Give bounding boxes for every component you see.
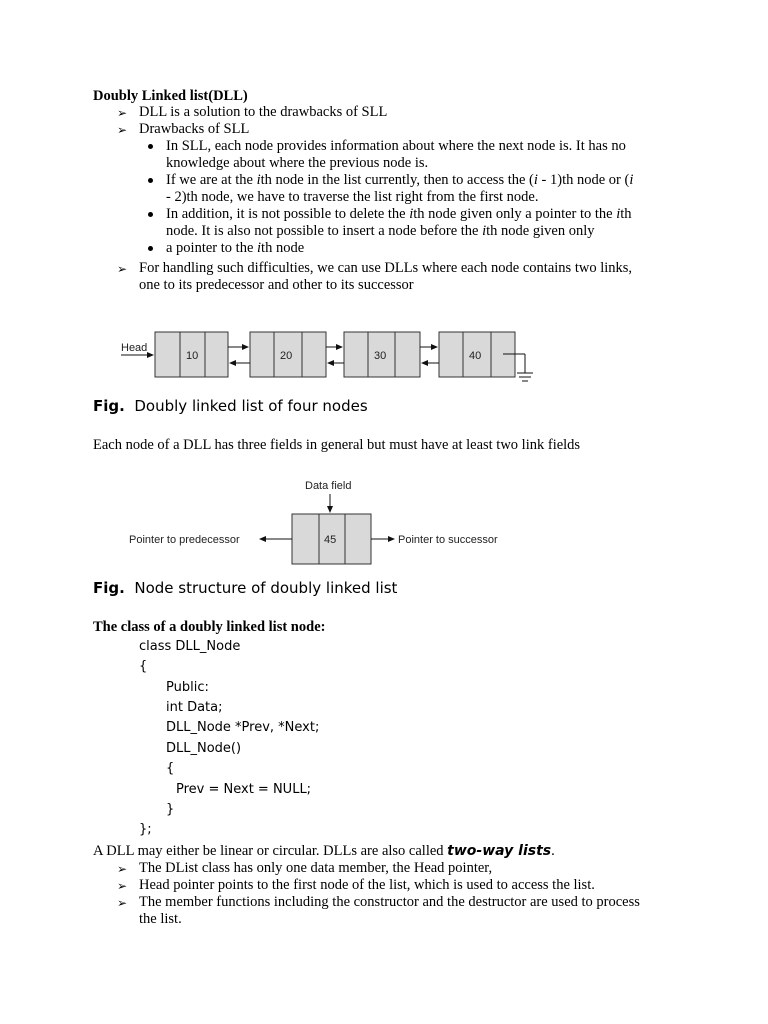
bullet-dot-icon — [148, 246, 153, 251]
sub-bullet-4 — [166, 240, 304, 257]
arrow-bullet-icon: ➢ — [117, 262, 128, 276]
successor-label: Pointer to successor — [398, 534, 498, 546]
dll-node-2 — [250, 332, 326, 377]
text-run: In addition, it is not possible to delete the — [166, 206, 410, 222]
bullet-dlist-class: The DList class has only one data member, the Head pointer, — [139, 860, 493, 876]
italic-i: i — [482, 223, 487, 239]
arrow-bullet-icon: ➢ — [117, 123, 128, 137]
handling-line-2: one to its predecessor and other to its successor — [139, 277, 414, 293]
italic-i: i — [257, 240, 262, 256]
circular-paragraph — [93, 843, 555, 860]
caption-prefix: Fig. — [93, 397, 125, 415]
text-run: A DLL may either be linear or circular. DLLs are also called — [93, 843, 448, 859]
dll-node-3 — [344, 332, 420, 377]
fields-paragraph: Each node of a DLL has three fields in general but must have at least two link fields — [93, 437, 581, 453]
sub-bullet-1-line-2: knowledge about where the previous node is. — [166, 155, 429, 171]
dll-four-nodes-diagram — [115, 325, 545, 390]
text-run: th node given only a pointer to the — [413, 206, 617, 222]
arrow-bullet-icon: ➢ — [117, 896, 128, 910]
code-line-4: int Data; — [166, 700, 223, 715]
arrow-bullet-icon: ➢ — [117, 862, 128, 876]
bullet-dot-icon — [148, 212, 153, 217]
code-line-10: }; — [139, 822, 152, 837]
caption-prefix: Fig. — [93, 579, 125, 597]
sub-bullet-1-line-1: In SLL, each node provides information about where the next node is. It has no — [166, 138, 626, 154]
data-field-label: Data field — [305, 480, 352, 492]
predecessor-label: Pointer to predecessor — [129, 534, 240, 546]
two-way-lists-emphasis: two-way lists — [447, 843, 552, 859]
code-line-1: class DLL_Node — [139, 639, 241, 654]
bullet-drawbacks: Drawbacks of SLL — [139, 121, 250, 137]
node-value: 30 — [374, 350, 387, 362]
handling-line-1: For handling such difficulties, we can use DLLs where each node contains two links, — [139, 260, 633, 276]
bullet-dot-icon — [148, 178, 153, 183]
caption-text: Node structure of doubly linked list — [134, 579, 398, 597]
code-line-5: DLL_Node *Prev, *Next; — [166, 720, 320, 735]
page-title: Doubly Linked list(DLL) — [93, 88, 248, 104]
figure-1-caption — [93, 397, 368, 415]
code-line-2: { — [139, 659, 148, 674]
text-run: node. It is also not possible to insert a node before the — [166, 223, 483, 239]
caption-text: Doubly linked list of four nodes — [134, 397, 368, 415]
node-value: 10 — [186, 350, 199, 362]
italic-i: i — [256, 172, 261, 188]
bullet-member-functions-line-2: the list. — [139, 911, 182, 927]
dll-node-1 — [155, 332, 228, 377]
text-run: If we are at the — [166, 172, 257, 188]
code-line-7: { — [166, 761, 175, 776]
sub-bullet-2-line-1 — [166, 172, 633, 189]
node-structure-box — [292, 514, 371, 564]
sub-bullet-3-line-2 — [166, 223, 595, 240]
italic-i: i — [533, 172, 538, 188]
text-run: - 1)th node or ( — [537, 172, 630, 188]
class-heading: The class of a doubly linked list node: — [93, 619, 326, 635]
bullet-dot-icon — [148, 144, 153, 149]
italic-i: i — [409, 206, 414, 222]
code-line-8: Prev = Next = NULL; — [176, 782, 312, 797]
code-line-3: Public: — [166, 680, 209, 695]
node-structure-diagram — [120, 474, 520, 570]
code-line-9: } — [166, 802, 175, 817]
italic-i: i — [629, 172, 634, 188]
arrow-bullet-icon: ➢ — [117, 879, 128, 893]
node-value: 45 — [324, 534, 337, 546]
text-run: . — [551, 843, 555, 859]
arrow-bullet-icon: ➢ — [117, 106, 128, 120]
text-run: th node given only — [486, 223, 595, 239]
italic-i: i — [616, 206, 621, 222]
figure-2-caption — [93, 579, 397, 597]
sub-bullet-2-line-2: - 2)th node, we have to traverse the list right from the first node. — [166, 189, 539, 205]
text-run: a pointer to the — [166, 240, 258, 256]
sub-bullet-3-line-1 — [166, 206, 632, 223]
bullet-head-pointer: Head pointer points to the first node of the list, which is used to access the list. — [139, 877, 595, 893]
bullet-member-functions-line-1: The member functions including the constructor and the destructor are used to process — [139, 894, 640, 910]
text-run: th node in the list currently, then to access the ( — [260, 172, 534, 188]
code-line-6: DLL_Node() — [166, 741, 242, 756]
head-label: Head — [121, 342, 148, 354]
bullet-dll-solution: DLL is a solution to the drawbacks of SLL — [139, 104, 388, 120]
text-run: th — [620, 206, 632, 222]
text-run: th node — [261, 240, 305, 256]
node-value: 20 — [280, 350, 293, 362]
node-value: 40 — [469, 350, 482, 362]
